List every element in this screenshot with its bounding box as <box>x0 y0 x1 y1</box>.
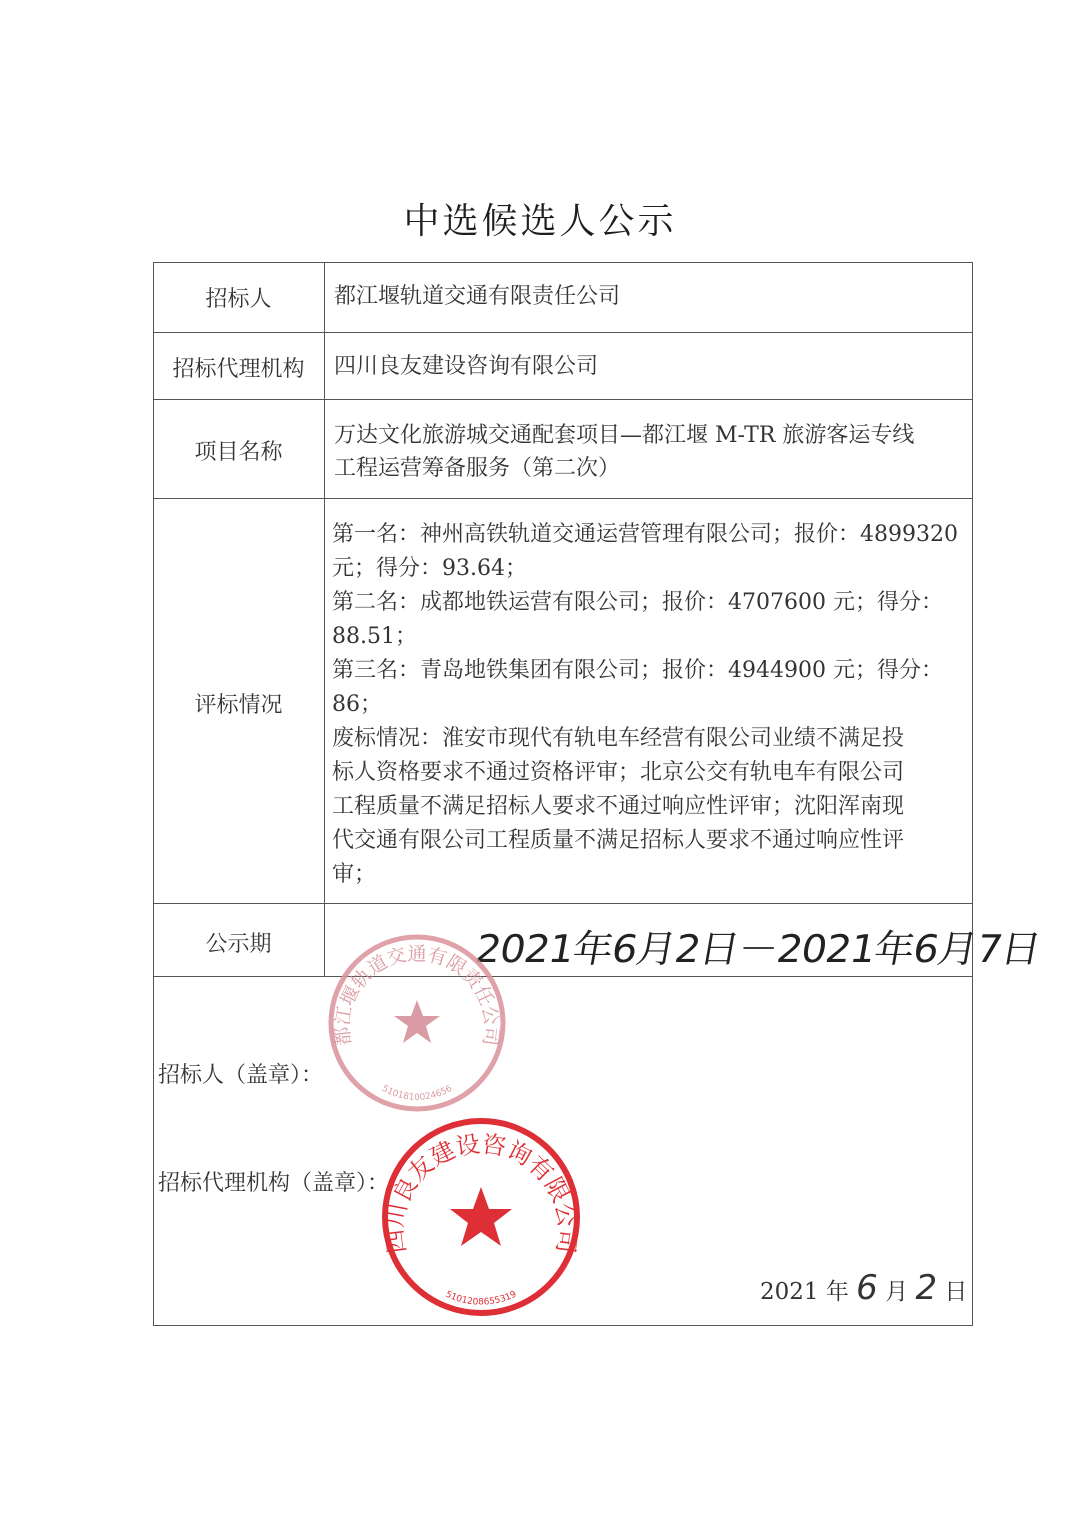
evaluation-line: 废标情况：淮安市现代有轨电车经营有限公司业绩不满足投 <box>332 726 905 751</box>
seal-star <box>394 1000 440 1043</box>
row-divider <box>153 332 973 333</box>
seal-text: 都江堰轨道交通有限责任公司 <box>331 943 503 1047</box>
agency-seal-label: 招标代理机构（盖章）： <box>158 1171 390 1196</box>
seal-text: 四川良友建设咨询有限公司 <box>380 1129 582 1255</box>
evaluation-line: 标人资格要求不通过资格评审；北京公交有轨电车有限公司 <box>332 760 905 785</box>
tenderer-seal-label: 招标人（盖章）： <box>158 1063 324 1088</box>
evaluation-line: 工程质量不满足招标人要求不通过响应性评审；沈阳浑南现 <box>332 794 905 819</box>
date-year-unit: 年 <box>825 1279 849 1305</box>
evaluation-line: 第一名：神州高铁轨道交通运营管理有限公司；报价：4899320 <box>332 522 958 547</box>
row-divider <box>153 399 973 400</box>
period-value-handwritten: 2021年6月2日－2021年6月7日 <box>472 927 1044 971</box>
date-month: 6 <box>856 1268 878 1308</box>
row-divider <box>153 976 973 977</box>
evaluation-label: 评标情况 <box>194 693 283 718</box>
evaluation-line: 第二名：成都地铁运营有限公司；报价：4707600 元；得分： <box>332 590 943 615</box>
evaluation-line: 86； <box>332 692 382 717</box>
project-name-label: 项目名称 <box>194 440 283 465</box>
date-day: 2 <box>915 1268 938 1308</box>
evaluation-line: 第三名：青岛地铁集团有限公司；报价：4944900 元；得分： <box>332 658 943 683</box>
project-name-line: 万达文化旅游城交通配套项目—都江堰 M-TR 旅游客运专线 <box>334 423 915 448</box>
agency-label: 招标代理机构 <box>172 357 305 382</box>
row-divider <box>153 903 973 904</box>
evaluation-line: 88.51； <box>332 624 417 649</box>
agency-value: 四川良友建设咨询有限公司 <box>334 354 599 379</box>
evaluation-content <box>332 518 962 892</box>
seal-star <box>450 1187 512 1246</box>
evaluation-line: 代交通有限公司工程质量不满足招标人要求不通过响应性评 <box>332 828 905 853</box>
period-label: 公示期 <box>205 932 272 957</box>
tenderer-company-seal <box>322 928 512 1118</box>
seal-number: 5101208655319 <box>443 1289 519 1308</box>
project-name-line: 工程运营筹备服务（第二次） <box>334 456 621 481</box>
sign-date <box>760 1268 967 1308</box>
seal-number: 5101810024656 <box>379 1083 455 1103</box>
table-column-divider <box>324 262 325 976</box>
agency-company-seal <box>376 1112 586 1322</box>
date-day-unit: 日 <box>944 1279 968 1305</box>
project-name-value <box>334 419 962 485</box>
row-divider <box>153 498 973 499</box>
evaluation-line: 元；得分：93.64； <box>332 556 527 581</box>
page-title: 中选候选人公示 <box>403 201 677 242</box>
tenderer-value: 都江堰轨道交通有限责任公司 <box>334 284 621 309</box>
date-year: 2021 <box>760 1279 819 1305</box>
evaluation-line: 审； <box>332 862 377 887</box>
date-month-unit: 月 <box>885 1279 909 1305</box>
tenderer-label: 招标人 <box>205 287 272 312</box>
